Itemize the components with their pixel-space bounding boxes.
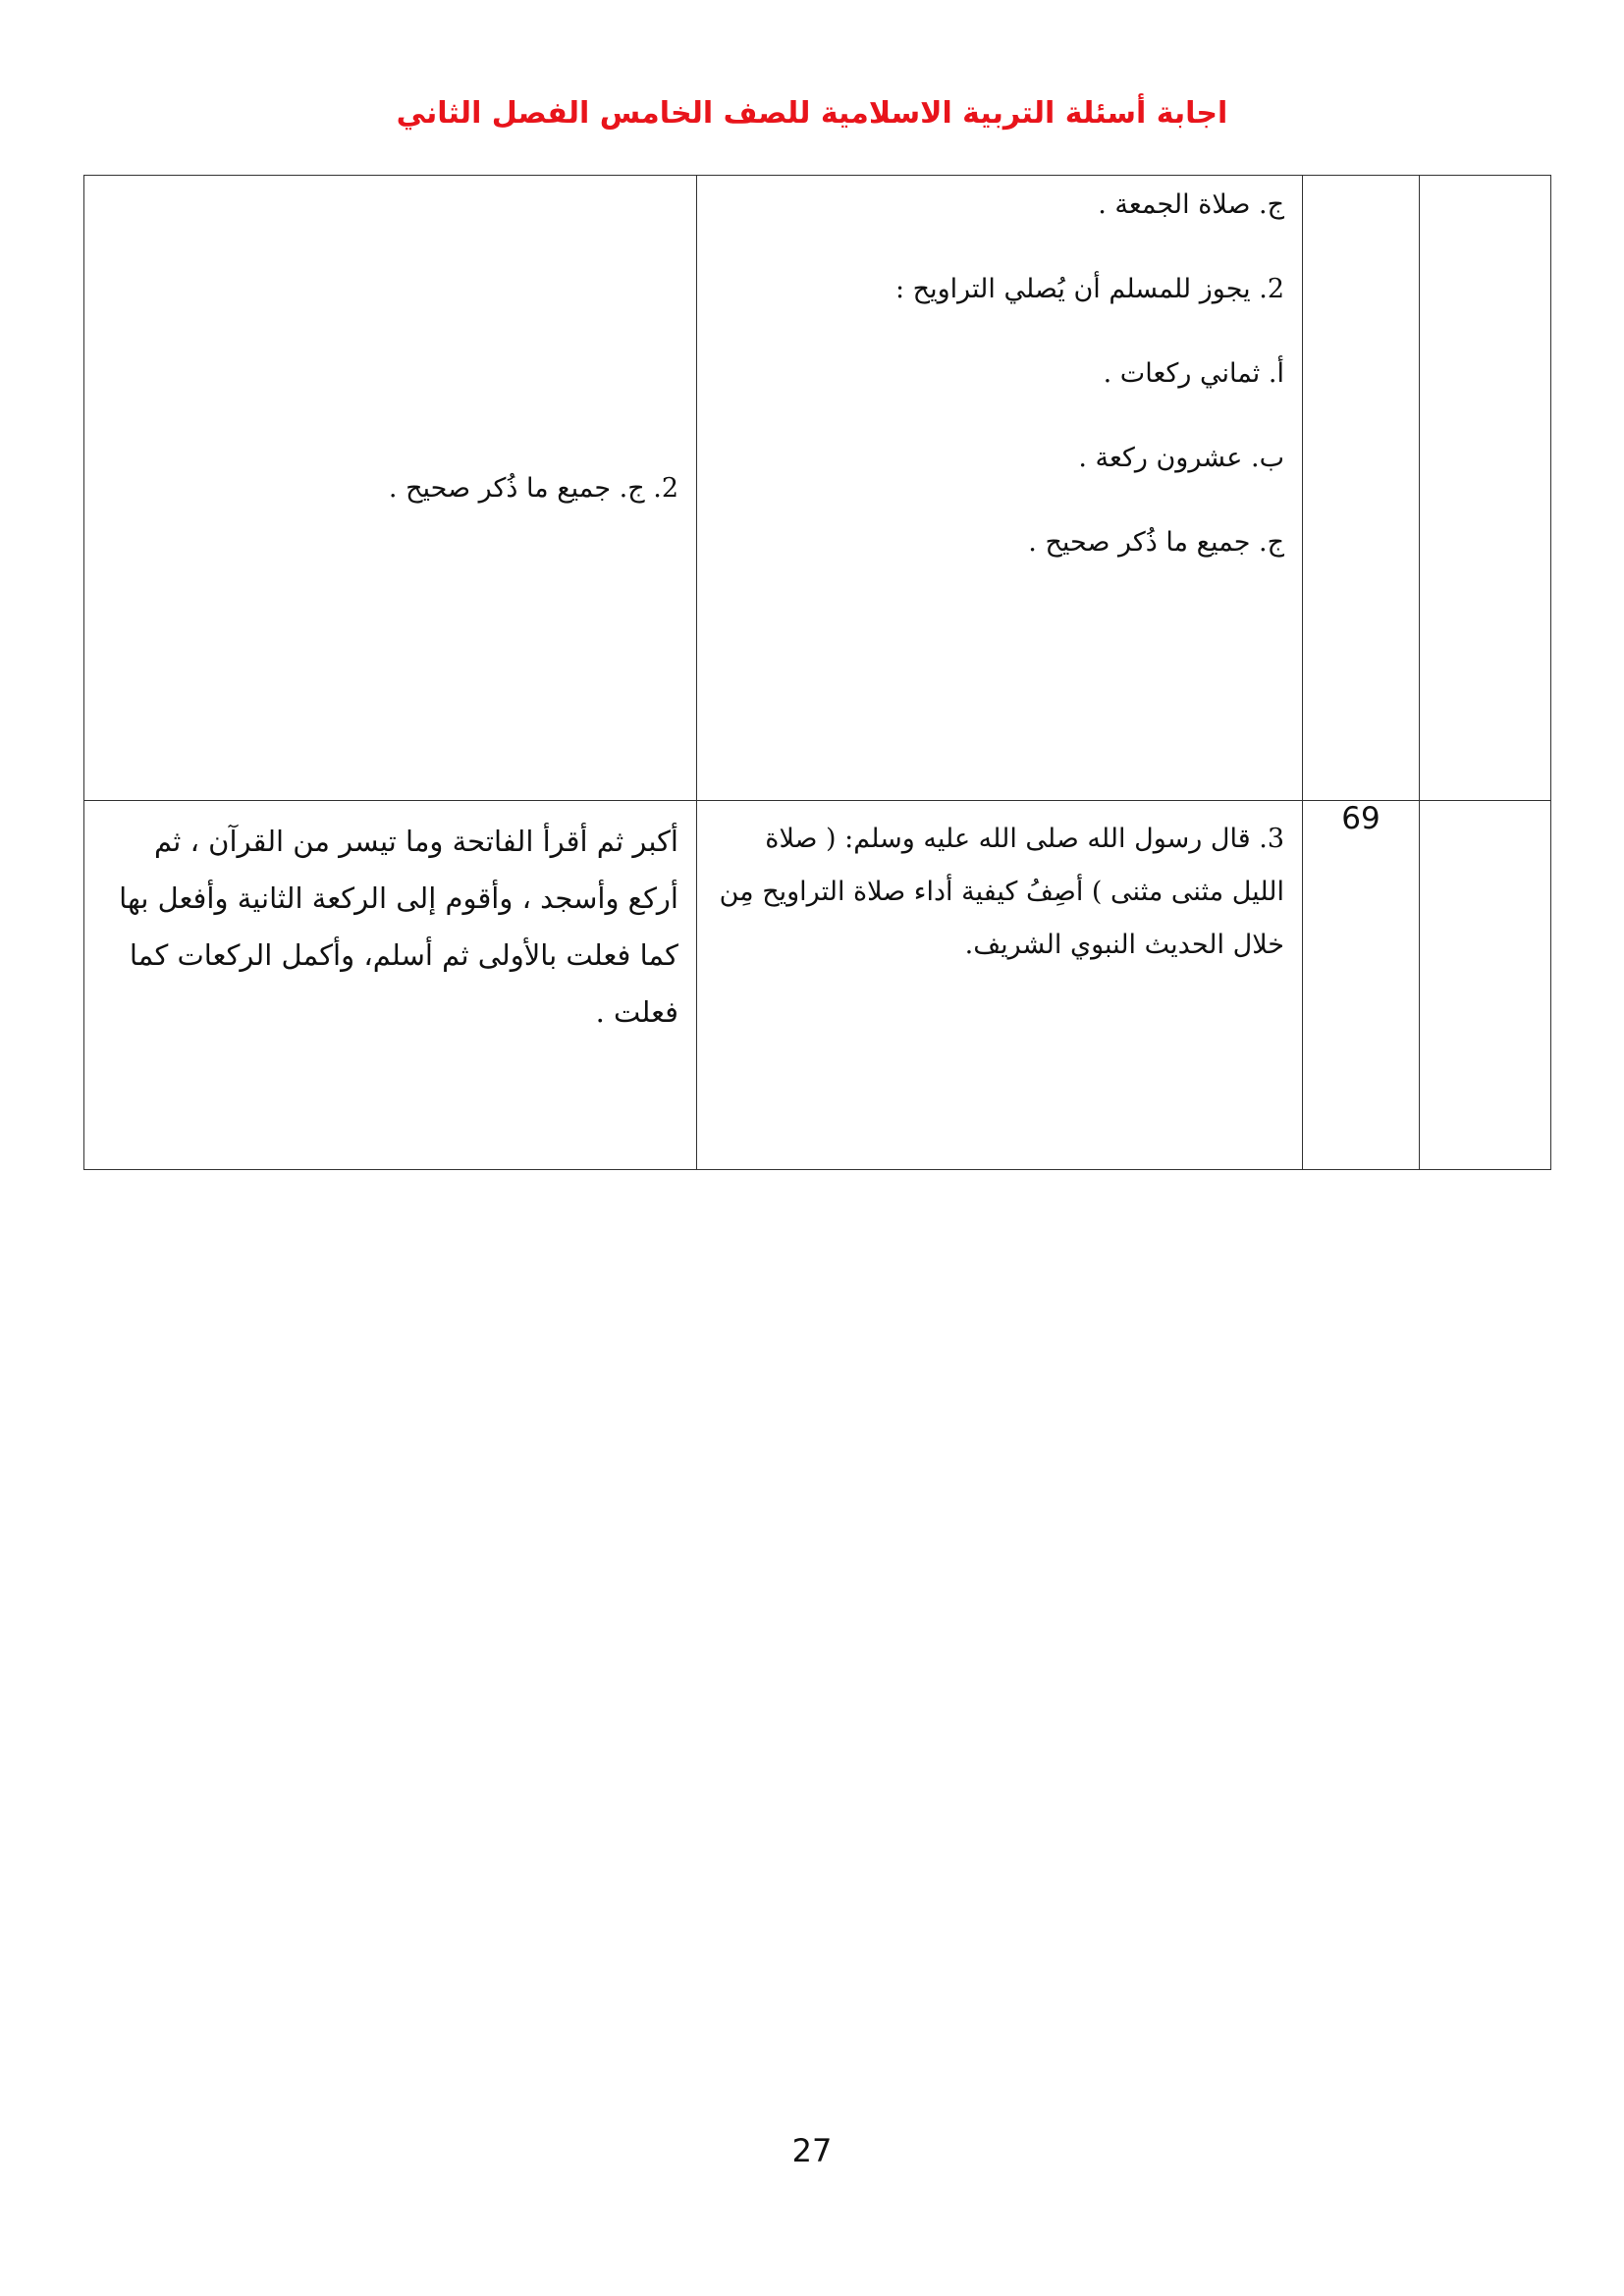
- page-title: اجابة أسئلة التربية الاسلامية للصف الخامس الفصل الثاني: [396, 96, 1228, 131]
- answer-text: أكبر ثم أقرأ الفاتحة وما تيسر من القرآن ، ثم أركع وأسجد ، وأقوم إلى الركعة الثانية وأفعل بها كما فعلت بالأولى ثم أسلم، وأكمل الركعات كما فعلت .: [119, 825, 678, 1029]
- question-line: أ. ثماني ركعات .: [1103, 358, 1284, 389]
- table-row: [84, 176, 1551, 801]
- page-number: 27: [791, 2132, 833, 2169]
- blank-cell: [1420, 801, 1551, 1170]
- question-cell: [697, 176, 1303, 801]
- question-number: 69: [1303, 801, 1420, 1170]
- question-line: ج. صلاة الجمعة .: [1098, 189, 1284, 220]
- answer-cell: [84, 176, 697, 801]
- question-line: 2. يجوز للمسلم أن يُصلي التراويح :: [894, 274, 1284, 304]
- answer-text: 2. ج. جميع ما ذُكر صحيح .: [388, 472, 678, 504]
- answers-table: [83, 175, 1551, 1170]
- blank-cell: [1420, 176, 1551, 801]
- answer-cell: [84, 801, 697, 1170]
- table-row: [84, 801, 1551, 1170]
- question-line: ب. عشرون ركعة .: [1078, 443, 1284, 473]
- question-cell: [697, 801, 1303, 1170]
- question-number: [1303, 176, 1420, 801]
- question-text: 3. قال رسول الله صلى الله عليه وسلم: ( صلاة الليل مثنى مثنى ) أصِفُ كيفية أداء صلاة التراويح مِن خلال الحديث النبوي الشريف.: [719, 824, 1284, 960]
- question-line: ج. جميع ما ذُكر صحيح .: [1028, 527, 1284, 558]
